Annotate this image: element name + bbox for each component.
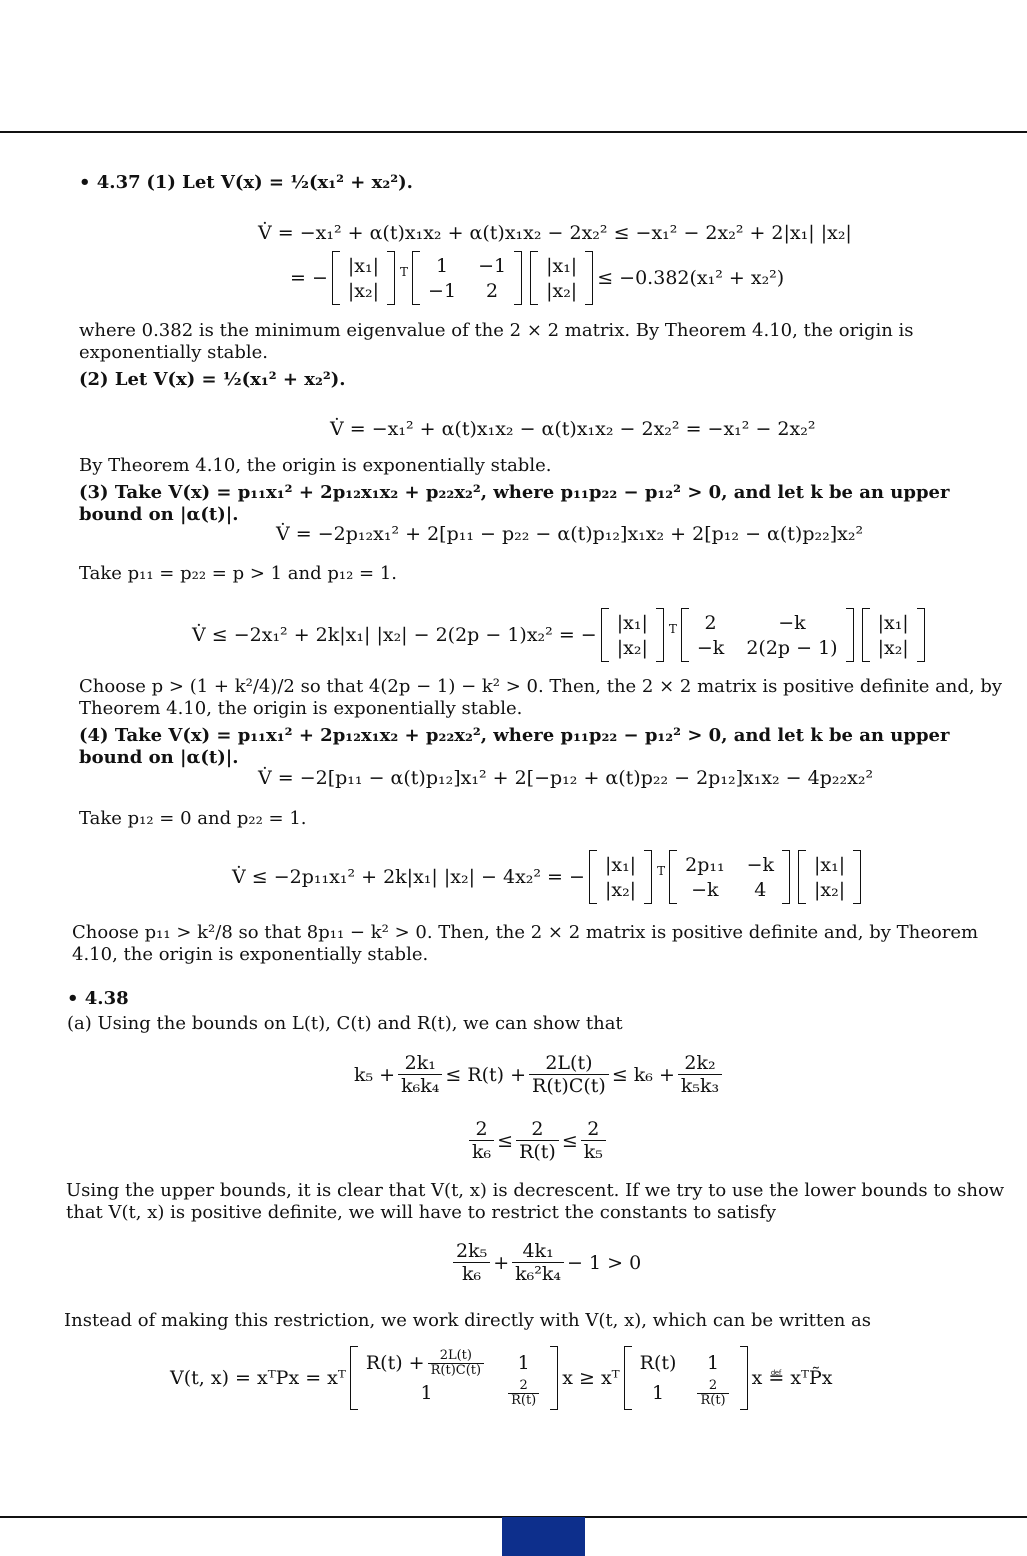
part-a-intro: (a) Using the bounds on L(t), C(t) and R(t), we can show that [67, 1013, 623, 1034]
vec-entry: |x₁| [616, 611, 648, 634]
inequality-1 [354, 1052, 725, 1097]
denominator: R(t)C(t) [430, 1362, 482, 1378]
eq-text: V̇ ≤ −2x₁² + 2k|x₁| |x₂| − 2(2p − 1)x₂² = − [192, 624, 597, 646]
part-4-intro [79, 725, 1019, 769]
fraction [512, 1240, 564, 1285]
numerator: 2L(t) [428, 1349, 484, 1364]
denominator: k₅ [583, 1141, 603, 1163]
numerator: 2 [581, 1118, 606, 1141]
matrix-cell: 4 [754, 878, 767, 901]
part-4-label: (4) Take V(x) = p₁₁x₁² + 2p₁₂x₁x₂ + p₂₂x₂², where p₁₁p₂₂ − p₁₂² > 0, and let k be an upper bound on |α(t)|. [79, 725, 950, 768]
numerator: 2 [516, 1118, 559, 1141]
paragraph-choose-3: Choose p > (1 + k²/4)/2 so that 4(2p − 1) − k² > 0. Then, the 2 × 2 matrix is positive definite and, by Theorem 4.10, the origin is exponentially stable. [79, 676, 1003, 719]
matrix-c [669, 850, 790, 904]
denominator: k₆ [462, 1263, 482, 1285]
matrix-cell: −k [696, 636, 725, 659]
eq-text: ≤ R(t) + [445, 1063, 527, 1086]
equation-3: V̇ = −2p₁₂x₁² + 2[p₁₁ − p₂₂ − α(t)p₁₂]x₁x₂ + 2[p₁₂ − α(t)p₂₂]x₂² [276, 523, 864, 545]
eq-text: + [493, 1251, 510, 1274]
vec-entry: |x₂| [546, 279, 578, 302]
problem-heading: • 4.37 [79, 172, 141, 193]
numerator: 2k₅ [453, 1240, 490, 1263]
matrix-cell: −k [746, 853, 775, 876]
denominator: R(t)C(t) [532, 1075, 606, 1097]
matrix-a [412, 251, 522, 305]
paragraph-instead: Instead of making this restriction, we work directly with V(t, x), which can be written as [64, 1310, 872, 1331]
part-2-intro [79, 369, 1019, 391]
header-rule [0, 131, 1027, 133]
part-1-intro: (1) Let V(x) = ½(x₁² + x₂²). [146, 172, 413, 193]
vec-entry: |x₁| [604, 853, 637, 876]
part-3-intro [79, 482, 1019, 526]
inequality-3 [450, 1240, 641, 1285]
vec-entry: |x₁| [347, 254, 380, 277]
numerator: 2k₂ [678, 1052, 722, 1075]
matrix-cell: −k [778, 611, 806, 634]
denominator: k₆²k₄ [515, 1263, 562, 1285]
vec-entry: |x₂| [604, 878, 637, 901]
fraction [581, 1118, 606, 1163]
eq-text: ≤ k₆ + [611, 1063, 675, 1086]
denominator: k₆k₄ [401, 1075, 440, 1097]
fraction [697, 1379, 728, 1408]
eq-text: x ≥ xᵀ [562, 1367, 620, 1389]
eq-text: − 1 > 0 [567, 1251, 642, 1274]
matrix-cell: 1 [652, 1382, 665, 1404]
denominator: R(t) [700, 1392, 726, 1408]
eq-text: = − [290, 267, 328, 289]
vec-entry: |x₁| [814, 853, 846, 876]
fraction [678, 1052, 722, 1097]
denominator: k₅k₃ [680, 1075, 720, 1097]
vec-entry: |x₂| [877, 636, 909, 659]
matrix-p-tilde [624, 1346, 748, 1410]
matrix-p [350, 1346, 558, 1410]
page-number-tab [502, 1517, 585, 1556]
paragraph-choose-4: Choose p₁₁ > k²/8 so that 8p₁₁ − k² > 0. Then, the 2 × 2 matrix is positive definite and, by Theorem 4.10, the origin is exponentially stable. [72, 922, 979, 965]
vec-entry: |x₁| [546, 254, 578, 277]
vector-x [798, 850, 861, 904]
matrix-cell: 1 [517, 1352, 530, 1374]
problem-4-37-intro [79, 172, 1019, 194]
vec-entry: |x₂| [347, 279, 380, 302]
numerator: 2 [508, 1379, 539, 1394]
fraction [398, 1052, 442, 1097]
matrix-cell: 2p₁₁ [685, 853, 725, 876]
numerator: 4k₁ [512, 1240, 564, 1263]
vec-entry: |x₂| [616, 636, 648, 659]
matrix-cell [366, 1349, 487, 1378]
denominator: k₆ [472, 1141, 492, 1163]
fraction [516, 1118, 559, 1163]
equation-5: V̇ = −2[p₁₁ − α(t)p₁₂]x₁² + 2[−p₁₂ + α(t)p₂₂ − 2p₁₂]x₁x₂ − 4p₂₂x₂² [258, 767, 874, 789]
matrix-cell: 1 [420, 1382, 433, 1404]
paragraph-by-theorem: By Theorem 4.10, the origin is exponentially stable. [79, 455, 552, 476]
eq-text: ≤ −0.382(x₁² + x₂²) [597, 267, 785, 289]
eq-text: k₅ + [354, 1063, 396, 1086]
eq-text: ≤ [561, 1129, 578, 1152]
vector-x [589, 850, 652, 904]
fraction [453, 1240, 490, 1285]
vector-x [601, 608, 664, 662]
inequality-2 [466, 1118, 609, 1163]
cell-text: R(t) + [365, 1352, 425, 1374]
numerator: 2 [697, 1379, 728, 1394]
vector-x [530, 251, 593, 305]
problem-4-38-heading [67, 988, 1007, 1010]
transpose-mark: T [400, 265, 409, 279]
numerator: 2k₁ [398, 1052, 442, 1075]
paragraph-take-3: Take p₁₁ = p₂₂ = p > 1 and p₁₂ = 1. [79, 563, 398, 584]
paragraph-where: where 0.382 is the minimum eigenvalue of the 2 × 2 matrix. By Theorem 4.10, the origin is exponentially stable. [79, 320, 914, 363]
fraction [508, 1379, 539, 1408]
part-2-label: (2) Let V(x) = ½(x₁² + x₂²). [79, 369, 346, 390]
fraction [529, 1052, 609, 1097]
equation-6 [232, 850, 865, 904]
matrix-cell: 1 [706, 1352, 720, 1374]
eq-text: V(t, x) = xᵀPx = xᵀ [170, 1367, 346, 1389]
matrix-cell: −1 [428, 279, 457, 302]
equation-v-quadratic [170, 1346, 833, 1410]
paragraph-take-4: Take p₁₂ = 0 and p₂₂ = 1. [79, 808, 307, 829]
matrix-cell: −k [691, 878, 719, 901]
denominator: R(t) [511, 1392, 537, 1408]
vec-entry: |x₂| [814, 878, 846, 901]
vector-x [862, 608, 925, 662]
denominator: R(t) [519, 1141, 556, 1163]
vec-entry: |x₁| [877, 611, 909, 634]
matrix-cell: −1 [478, 254, 507, 277]
equation-1-line-2 [290, 251, 784, 305]
matrix-cell: 1 [436, 254, 449, 277]
matrix-cell: 2 [704, 611, 717, 634]
transpose-mark: T [668, 622, 677, 636]
eq-text: ≤ [497, 1129, 514, 1152]
numerator: 2L(t) [529, 1052, 609, 1075]
fraction [428, 1349, 484, 1378]
matrix-cell: R(t) [639, 1352, 677, 1374]
eq-text: x ≝ xᵀP̃x [751, 1367, 833, 1389]
vector-x [332, 251, 395, 305]
problem-heading: • 4.38 [67, 988, 129, 1009]
transpose-mark: T [657, 864, 666, 878]
matrix-cell: 2 [486, 279, 499, 302]
eq-text: V̇ ≤ −2p₁₁x₁² + 2k|x₁| |x₂| − 4x₂² = − [232, 866, 585, 888]
equation-2: V̇ = −x₁² + α(t)x₁x₂ − α(t)x₁x₂ − 2x₂² = −x₁² − 2x₂² [330, 418, 816, 440]
paragraph-upper-bounds: Using the upper bounds, it is clear that V(t, x) is decrescent. If we try to use the lower bounds to show that V(t, x) is positive definite, we will have to restrict the constants to satisfy [66, 1180, 1005, 1223]
equation-1-line-1: V̇ = −x₁² + α(t)x₁x₂ + α(t)x₁x₂ − 2x₂² ≤ −x₁² − 2x₂² + 2|x₁| |x₂| [258, 222, 852, 244]
numerator: 2 [469, 1118, 494, 1141]
part-3-label: (3) Take V(x) = p₁₁x₁² + 2p₁₂x₁x₂ + p₂₂x₂², where p₁₁p₂₂ − p₁₂² > 0, and let k be an upper bound on |α(t)|. [79, 482, 950, 525]
matrix-b [681, 608, 854, 662]
fraction [469, 1118, 494, 1163]
matrix-cell: 2(2p − 1) [746, 636, 838, 659]
equation-4 [192, 608, 929, 662]
